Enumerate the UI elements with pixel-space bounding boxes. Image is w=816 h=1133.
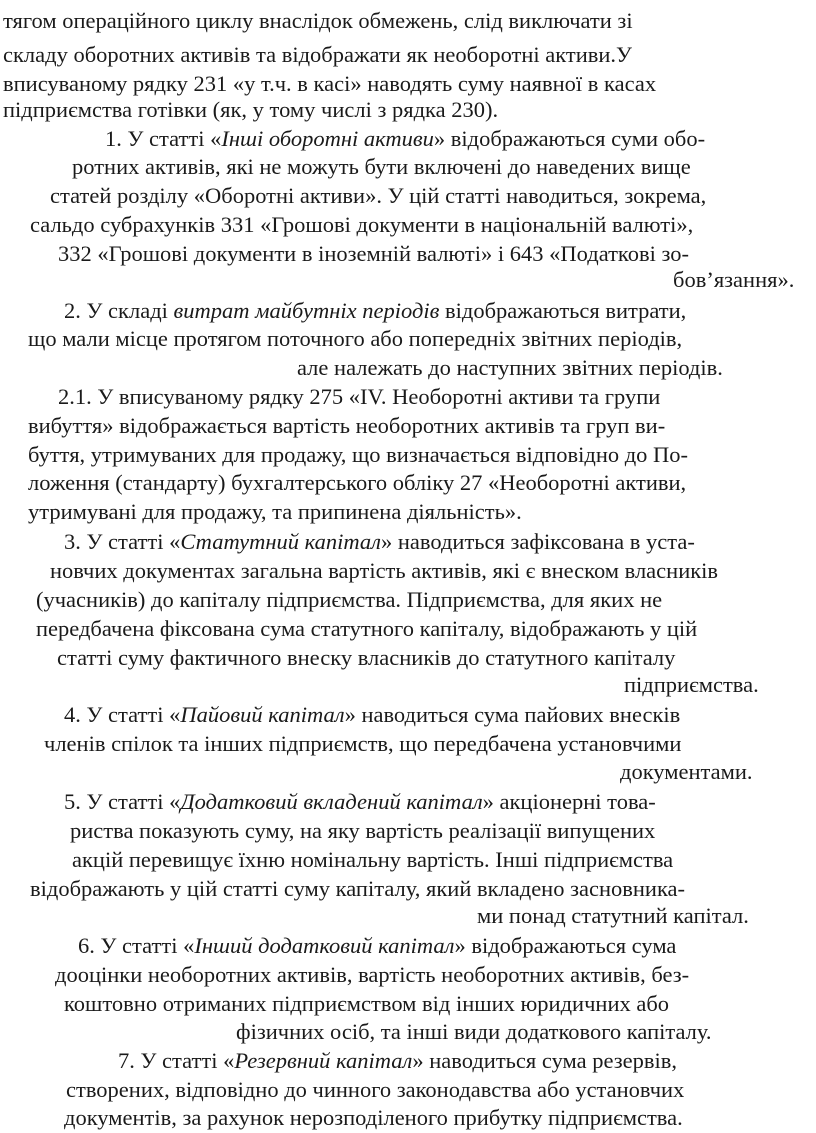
text-line: членів спілок та інших підприємств, що передбачена установчими <box>44 731 682 756</box>
text-line: ложення (стандарту) бухгалтерського обліку 27 «Необоротні активи, <box>28 470 687 495</box>
text-line: ротних активів, які не можуть бути включені до наведених вище <box>72 154 691 179</box>
text-line: документами. <box>620 759 753 784</box>
text-line <box>3 40 632 70</box>
list-item-heading: 7. У статті «Резервний капітал» наводиться сума резервів, <box>118 1048 677 1073</box>
emphasis-term: витрат майбутніх періодів <box>173 298 440 323</box>
text-line: але належать до наступних звітних періодів. <box>297 355 723 380</box>
emphasis-term: Додатковий вкладений капітал <box>180 789 483 814</box>
text-line: ми понад статутний капітал. <box>477 903 749 928</box>
text-line: передбачена фіксована сума статутного капіталу, відображають у цій <box>36 616 698 641</box>
line-text: складу оборотних активів та відображати як необоротні активи.У <box>3 42 632 67</box>
emphasis-term: Інші оборотні активи <box>221 126 434 151</box>
text-line <box>3 6 773 36</box>
emphasis-term: Пайовий капітал <box>180 702 345 727</box>
line-text: вписуваному рядку 231 «у т.ч. в касі» наводять суму наявної в касах <box>3 71 657 96</box>
emphasis-term: Резервний капітал <box>234 1048 413 1073</box>
list-item-heading: 2. У складі витрат майбутніх періодів відображаються витрати, <box>64 298 687 323</box>
list-item-heading: 5. У статті «Додатковий вкладений капітал» акціонерні това- <box>64 789 656 814</box>
list-item-heading: 3. У статті «Статутний капітал» наводиться зафіксована в уста- <box>64 529 695 554</box>
text-line: створених, відповідно до чинного законодавства або установчих <box>66 1077 685 1102</box>
list-item-heading: 6. У статті «Інший додатковий капітал» відображаються сума <box>78 933 677 958</box>
text-line: 332 «Грошові документи в іноземній валюті» і 643 «Податкові зо- <box>58 241 689 266</box>
text-line: що мали місце протягом поточного або попередніх звітних періодів, <box>28 326 683 351</box>
text-line: статей розділу «Оборотні активи». У цій статті наводиться, зокрема, <box>50 183 707 208</box>
text-line: вибуття» відображається вартість необоротних активів та груп ви- <box>28 413 666 438</box>
text-line: дооцінки необоротних активів, вартість необоротних активів, без- <box>55 962 690 987</box>
text-line: фізичних осіб, та інші види додаткового капіталу. <box>236 1019 712 1044</box>
text-line: новчих документах загальна вартість активів, які є внеском власників <box>50 558 719 583</box>
text-line: статті суму фактичного внеску власників до статутного капіталу <box>57 645 676 670</box>
text-line: (учасників) до капіталу підприємства. Підприємства, для яких не <box>36 587 663 612</box>
list-item-heading: 4. У статті «Пайовий капітал» наводиться сума пайових внесків <box>64 702 681 727</box>
text-line: підприємства. <box>624 672 759 697</box>
text-line: відображають у цій статті суму капіталу, який вкладено засновника- <box>30 876 686 901</box>
line-text: підприємства готівки (як, у тому числі з рядка 230). <box>3 97 499 122</box>
text-line: коштовно отриманих підприємством від інших юридичних або <box>64 991 670 1016</box>
list-item-heading: 2.1. У вписуваному рядку 275 «IV. Необоротні активи та групи <box>58 384 661 409</box>
text-line: бов’язання». <box>673 267 795 292</box>
text-line: сальдо субрахунків 331 «Грошові документи в національній валюті», <box>30 212 694 237</box>
list-item-heading: 1. У статті «Інші оборотні активи» відображаються суми обо- <box>105 126 706 151</box>
text-line: акцій перевищує їхню номінальну вартість. Інші підприємства <box>72 847 674 872</box>
emphasis-term: Статутний капітал <box>180 529 381 554</box>
text-line: документів, за рахунок нерозподіленого прибутку підприємства. <box>64 1105 683 1130</box>
text-line <box>3 95 498 125</box>
text-line: утримувані для продажу, та припинена діяльність». <box>28 499 522 524</box>
text-line: буття, утримуваних для продажу, що визначається відповідно до По- <box>28 442 689 467</box>
text-line: риства показують суму, на яку вартість реалізації випущених <box>70 818 656 843</box>
emphasis-term: Інший додатковий капітал <box>194 933 455 958</box>
line-text: тягом операційного циклу внаслідок обмежень, слід виключати зі <box>3 8 633 33</box>
